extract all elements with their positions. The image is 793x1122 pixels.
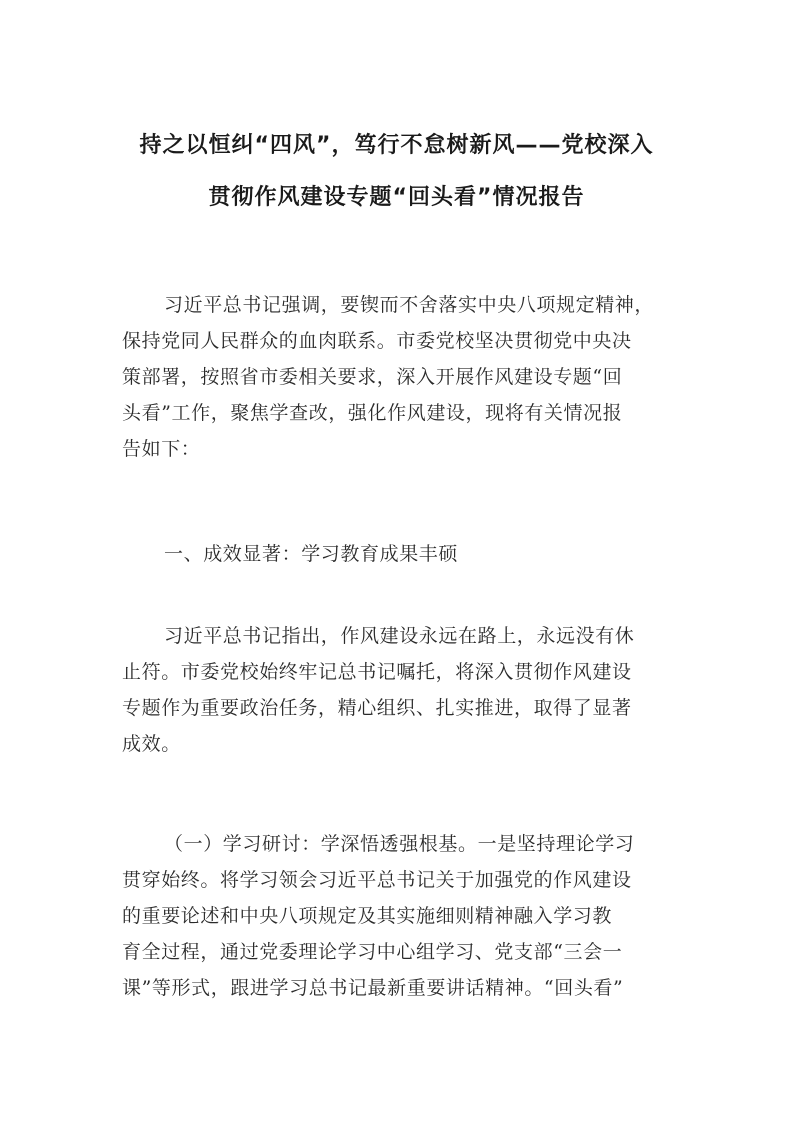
text-line: 止符。市委党校始终牢记总书记嘱托，将深入贯彻作风建设 [122, 661, 632, 683]
text-line: 贯穿始终。将学习领会习近平总书记关于加强党的作风建设 [122, 869, 632, 891]
text-line: 头看”工作，聚焦学查改，强化作风建设，现将有关情况报 [122, 402, 623, 424]
text-line: 课”等形式，跟进学习总书记最新重要讲话精神。“回头看” [122, 977, 624, 999]
study-paragraph [122, 826, 682, 1006]
text-line: 保持党同人民群众的血肉联系。市委党校坚决贯彻党中央决 [122, 330, 632, 352]
text-line: 习近平总书记指出，作风建设永远在路上，永远没有休 [164, 625, 635, 647]
text-line: 专题作为重要政治任务，精心组织、扎实推进，取得了显著 [122, 697, 632, 719]
text-line: 策部署，按照省市委相关要求，深入开展作风建设专题“回 [122, 366, 623, 388]
section-heading-text: 一、成效显著：学习教育成果丰硕 [164, 543, 459, 565]
document-title-line-1: 持之以恒纠“四风”，笃行不怠树新风——党校深入 [139, 133, 654, 158]
document-title-line-2: 贯彻作风建设专题“回头看”情况报告 [208, 185, 585, 210]
text-line: 成效。 [122, 733, 181, 755]
section-heading-1 [122, 536, 682, 572]
text-line: 习近平总书记强调，要锲而不舍落实中央八项规定精神， [164, 294, 655, 316]
section1-paragraph [122, 618, 682, 762]
text-line: 告如下： [122, 438, 201, 460]
text-line: 育全过程，通过党委理论学习中心组学习、党支部“三会一 [122, 941, 623, 963]
text-line: （一）学习研讨：学深悟透强根基。一是坚持理论学习 [164, 833, 635, 855]
intro-paragraph [122, 287, 682, 467]
text-line: 的重要论述和中央八项规定及其实施细则精神融入学习教 [122, 905, 613, 927]
